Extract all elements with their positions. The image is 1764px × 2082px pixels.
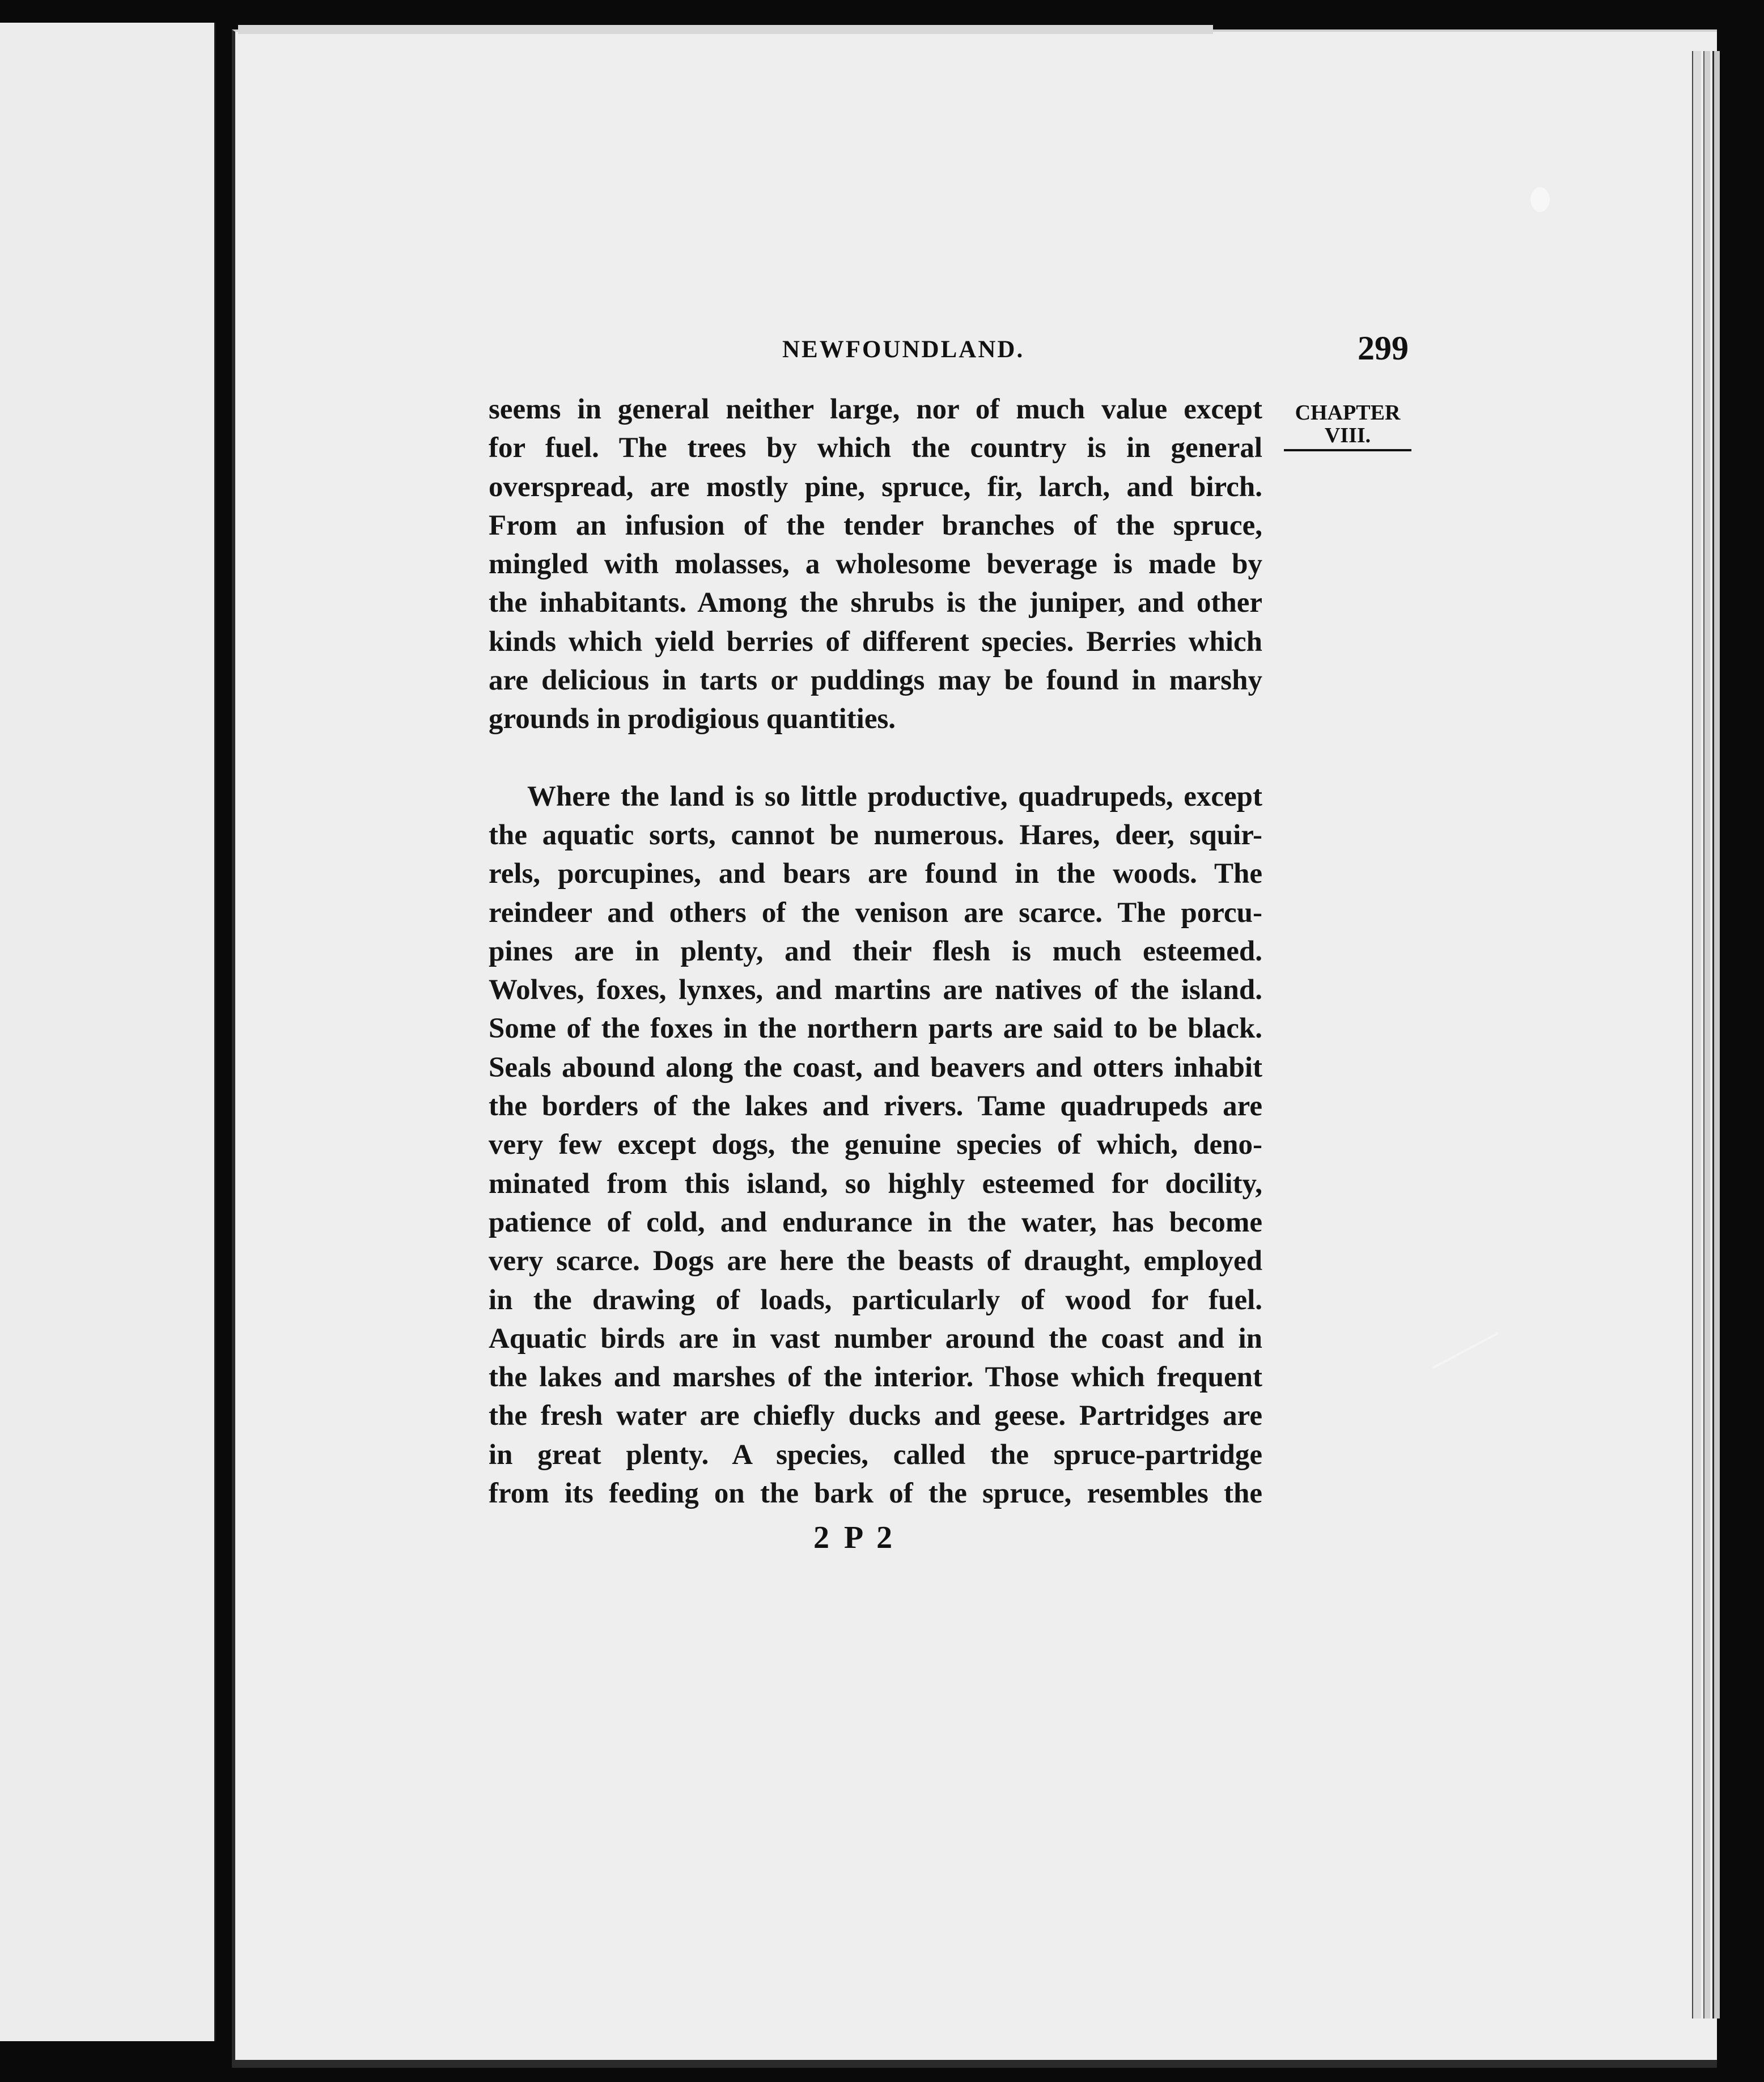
page-leaf-edge [1703,51,1710,2018]
text-line: Some of the foxes in the northern parts are said to be black. [489,1013,1262,1045]
text-line: reindeer and others of the venison are scarce. The porcu- [489,896,1262,929]
chapter-number: VIII. [1324,424,1371,447]
text-line: minated from this island, so highly esteemed for docility, [489,1167,1262,1200]
running-head: NEWFOUNDLAND. [782,336,1025,363]
text-line: pines are in plenty, and their flesh is much esteemed. [489,935,1262,967]
chapter-label: CHAPTER [1295,401,1401,425]
page-top-edge [238,25,1213,34]
page-leaf-edge [1712,51,1720,2018]
signature-mark: 2 P 2 [813,1520,896,1555]
text-line: in the drawing of loads, particularly of wood for fuel. [489,1284,1262,1316]
page-leaf-edge [1692,51,1701,2018]
text-line: patience of cold, and endurance in the water, has become [489,1206,1262,1238]
text-line: the lakes and marshes of the interior. Those which frequent [489,1361,1262,1394]
text-line: the borders of the lakes and rivers. Tame quadrupeds are [489,1090,1262,1123]
text-line: overspread, are mostly pine, spruce, fir, larch, and birch. [489,471,1262,503]
text-line: very few except dogs, the genuine species of which, deno- [489,1129,1262,1161]
previous-page-edge [0,23,216,2041]
text-line: from its feeding on the bark of the spruce, resembles the [489,1478,1262,1510]
chapter-margin-note [1284,401,1411,451]
text-line: are delicious in tarts or puddings may be found in marshy [489,665,1262,697]
text-line: the aquatic sorts, cannot be numerous. Hares, deer, squir- [489,819,1262,851]
text-line: kinds which yield berries of different species. Berries which [489,625,1262,658]
text-line: Aquatic birds are in vast number around the coast and in [489,1322,1262,1355]
body-text [489,390,1262,1513]
scan-speck [1530,187,1550,212]
book-gutter [216,0,232,2082]
text-line: the fresh water are chiefly ducks and geese. Partridges are [489,1400,1262,1432]
page-number: 299 [1358,329,1409,367]
text-line: grounds in prodigious quantities. [489,703,896,735]
text-line: Seals abound along the coast, and beavers and otters inhabit [489,1051,1262,1084]
text-line: seems in general neither large, nor of much value except [489,393,1262,425]
paragraph [489,777,1262,1513]
text-line: rels, porcupines, and bears are found in the woods. The [489,858,1262,890]
text-line: the inhabitants. Among the shrubs is the juniper, and other [489,587,1262,619]
text-line: From an infusion of the tender branches of the spruce, [489,509,1262,541]
paragraph [489,390,1262,739]
text-line: Wolves, foxes, lynxes, and martins are natives of the island. [489,974,1262,1006]
text-line: for fuel. The trees by which the country is in general [489,432,1262,464]
text-line: very scarce. Dogs are here the beasts of draught, employed [489,1245,1262,1277]
text-line: mingled with molasses, a wholesome beverage is made by [489,548,1262,581]
text-line: Where the land is so little productive, quadrupeds, except [527,780,1262,813]
margin-rule [1284,449,1411,451]
text-line: in great plenty. A species, called the spruce-partridge [489,1438,1262,1471]
